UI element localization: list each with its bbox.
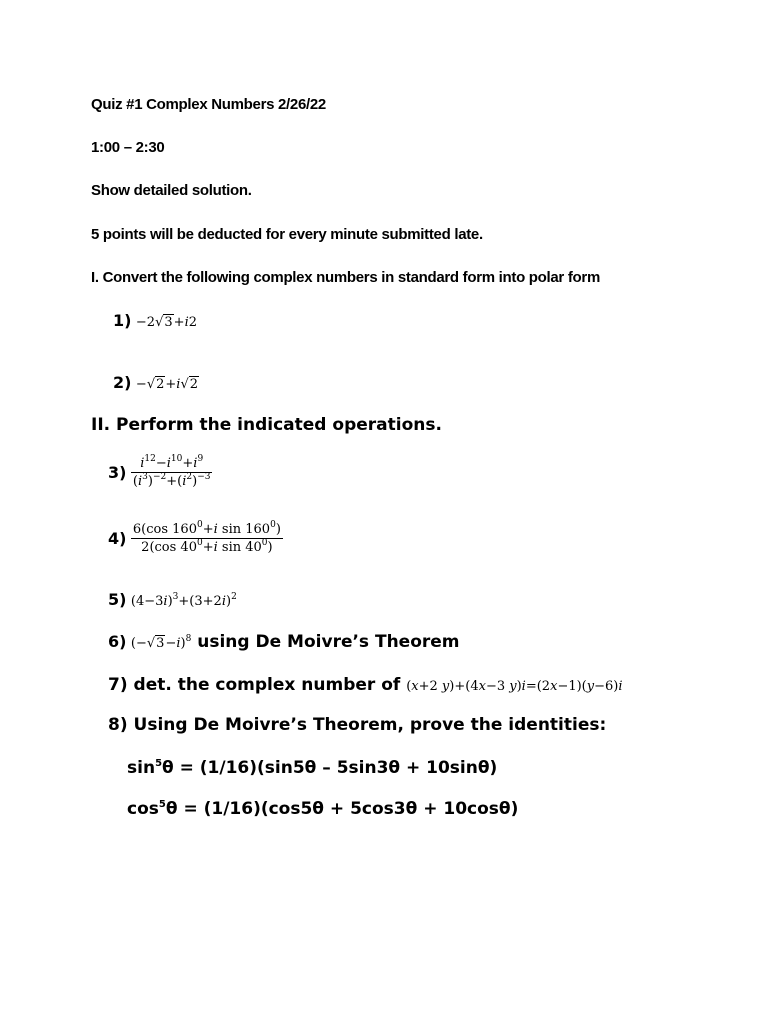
problem-1-number: 1) xyxy=(113,311,132,330)
problem-6-expression: $(-√3-i)^8$ xyxy=(130,634,192,651)
identity-sine-lhs: sin xyxy=(127,758,156,778)
problem-7-number: 7) xyxy=(108,675,128,695)
part2-heading: II. Perform the indicated operations. xyxy=(91,415,442,435)
identity-cosine-power: 5 xyxy=(158,799,166,810)
problem-4-fraction: $\frac{6(\cos 160^0+i \sin 160^0)}{2(\cos 40^0+i \sin 40^0)}$ xyxy=(132,520,281,555)
problem-2-number: 2) xyxy=(113,373,132,392)
problem-3-number: 3) xyxy=(108,463,127,482)
problem-3 xyxy=(108,456,212,489)
problem-2 xyxy=(113,373,199,393)
problem-4-number: 4) xyxy=(108,529,127,548)
problem-8-number: 8) xyxy=(108,715,128,735)
problem-8-text: Using De Moivre’s Theorem, prove the identities: xyxy=(127,715,607,735)
problem-2-expression: −√2+i√2 xyxy=(135,377,199,392)
identity-sine xyxy=(127,758,497,778)
problem-1 xyxy=(113,311,197,331)
problem-7-prefix: det. the complex number of xyxy=(127,675,407,695)
problem-4 xyxy=(108,522,283,555)
problem-8 xyxy=(108,715,606,735)
problem-5-number: 5) xyxy=(108,590,127,609)
identity-sine-power: 5 xyxy=(155,758,163,769)
problem-5 xyxy=(108,590,237,610)
identity-cosine-lhs: cos xyxy=(127,799,159,819)
problem-7 xyxy=(108,675,623,695)
problem-5-expression: $(4-3i)^3+(3+2i)^2$ xyxy=(130,592,237,609)
time-range: 1:00 – 2:30 xyxy=(91,139,165,156)
quiz-title: Quiz #1 Complex Numbers 2/26/22 xyxy=(91,96,326,113)
problem-6-suffix: using De Moivre’s Theorem xyxy=(191,632,460,652)
problem-1-expression: −2√3+i2 xyxy=(135,315,198,330)
identity-sine-rhs: θ = (1/16)(sin5θ – 5sin3θ + 10sinθ) xyxy=(162,758,498,778)
instruction-text: Show detailed solution. xyxy=(91,182,252,199)
penalty-note: 5 points will be deducted for every minute submitted late. xyxy=(91,226,483,243)
problem-6-number: 6) xyxy=(108,632,127,651)
problem-7-expression: (x+2 y)+(4x−3 y)i=(2x−1)(y−6)i xyxy=(406,679,623,694)
identity-cosine-rhs: θ = (1/16)(cos5θ + 5cos3θ + 10cosθ) xyxy=(165,799,519,819)
identity-cosine xyxy=(127,799,518,819)
part1-heading: I. Convert the following complex numbers in standard form into polar form xyxy=(91,269,600,286)
problem-3-fraction: $\frac{i^{12}-i^{10}+i^9}{(i^3)^{-2}+(i^2)^{-3}}$ xyxy=(132,454,211,489)
problem-6 xyxy=(108,632,460,652)
